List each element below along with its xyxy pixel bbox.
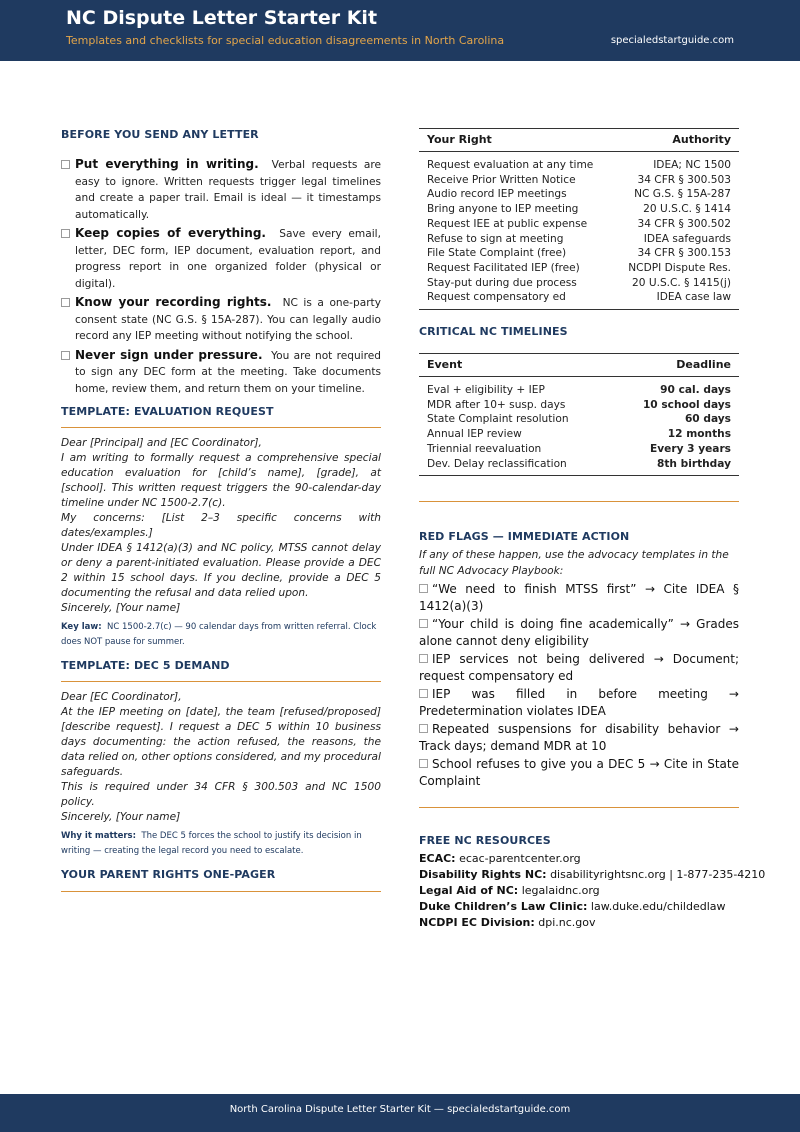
resource-item: Duke Children’s Law Clinic: law.duke.edu/childedlaw: [419, 900, 726, 914]
section-title-red-flags: RED FLAGS — IMMEDIATE ACTION: [419, 530, 630, 544]
table-cell-value: 34 CFR § 300.502: [637, 217, 731, 230]
checklist-item: Know your recording rights. NC is a one-party consent state (NC G.S. § 15A-287). You can legally audio record any IEP meeting without notifying the school.: [61, 294, 381, 345]
table-header: Event: [419, 354, 612, 377]
header-site-link[interactable]: specialedstartguide.com: [610, 35, 734, 46]
resource-item: NCDPI EC Division: dpi.nc.gov: [419, 916, 596, 930]
table-header: Your Right: [419, 129, 613, 152]
dec5-demand-letter: Dear [EC Coordinator], At the IEP meeting on [date], the team [refused/proposed] [describe request]. I request a DEC 5 within 10 business days documenting: the action refused, the reasons, the data relied on, other options considered, and my procedural safeguards. This is required under 34 CFR § 300.503 and NC 1500 policy. Sincerely, [Your name]: [61, 691, 381, 823]
checkbox-icon[interactable]: [419, 759, 428, 768]
resource-link[interactable]: legalaidnc.org: [521, 884, 600, 898]
right-column: [419, 128, 766, 931]
checklist-item: Never sign under pressure. You are not required to sign any DEC form at the meeting. Take documents home, review them, and return them on your timeline.: [61, 347, 381, 398]
checkbox-icon[interactable]: [419, 654, 428, 663]
section-title-timelines: CRITICAL NC TIMELINES: [419, 325, 568, 339]
resource-link[interactable]: law.duke.edu/childedlaw: [590, 900, 726, 914]
table-cell-label: Refuse to sign at meeting: [427, 232, 564, 245]
table-header: Authority: [613, 129, 739, 152]
section-title-eval-template: TEMPLATE: EVALUATION REQUEST: [61, 405, 274, 418]
rights-table-wrapper: [419, 128, 739, 310]
table-cell-label: File State Complaint (free): [427, 247, 567, 260]
checkbox-icon[interactable]: [61, 298, 70, 307]
table-row: [419, 412, 739, 427]
table-row: [419, 290, 739, 309]
table-cell-value: NC G.S. § 15A-287: [634, 188, 731, 201]
checkbox-icon[interactable]: [419, 724, 428, 733]
divider: [419, 501, 739, 502]
page-header: [0, 0, 800, 61]
table-cell-label: Triennial reevaluation: [427, 442, 542, 455]
table-row: [419, 173, 739, 188]
red-flags-intro: If any of these happen, use the advocacy templates in the full NC Advocacy Playbook:: [419, 549, 729, 578]
table-cell-label: Request IEE at public expense: [427, 217, 588, 230]
table-cell-value: 34 CFR § 300.503: [637, 173, 731, 186]
checkbox-icon[interactable]: [419, 584, 428, 593]
timelines-table-wrapper: [419, 353, 739, 476]
section-title-dec5-template: TEMPLATE: DEC 5 DEMAND: [61, 659, 230, 672]
red-flag-item: “We need to finish MTSS first” → Cite IDEA § 1412(a)(3): [419, 582, 739, 613]
table-row: [419, 246, 739, 261]
table-row: [419, 377, 739, 398]
resources-list: [419, 851, 766, 931]
table-cell-value: 8th birthday: [656, 457, 731, 470]
divider: [61, 427, 381, 428]
before-send-checklist: [61, 156, 381, 397]
table-cell-value: 34 CFR § 300.153: [637, 247, 731, 260]
red-flag-item: IEP services not being delivered → Document; request compensatory ed: [419, 652, 739, 683]
table-cell-label: Stay-put during due process: [427, 276, 577, 289]
table-cell-label: Eval + eligibility + IEP: [427, 384, 545, 397]
section-title-rights-onepager: YOUR PARENT RIGHTS ONE-PAGER: [61, 868, 276, 881]
table-cell-label: Annual IEP review: [427, 428, 522, 441]
table-cell-label: Audio record IEP meetings: [427, 188, 567, 201]
table-cell-value: 90 cal. days: [660, 384, 731, 397]
checklist-item: Keep copies of everything. Save every email, letter, DEC form, IEP document, evaluation report, and progress report in one organized folder (physical or digital).: [61, 225, 381, 292]
table-cell-value: IDEA; NC 1500: [653, 159, 731, 171]
rights-table: [419, 129, 739, 309]
table-cell-value: 12 months: [667, 428, 731, 441]
table-cell-label: Request evaluation at any time: [427, 159, 594, 171]
red-flag-item: School refuses to give you a DEC 5 → Cite in State Complaint: [419, 757, 739, 788]
table-cell-value: 20 U.S.C. § 1415(j): [631, 276, 731, 289]
checkbox-icon[interactable]: [61, 351, 70, 360]
page-title: NC Dispute Letter Starter Kit: [66, 7, 378, 29]
table-row: [419, 427, 739, 442]
resource-item: ECAC: ecac-parentcenter.org: [419, 852, 581, 866]
table-row: [419, 261, 739, 276]
section-title-resources: FREE NC RESOURCES: [419, 834, 551, 848]
table-cell-label: Bring anyone to IEP meeting: [427, 203, 579, 216]
table-row: [419, 232, 739, 247]
table-row: [419, 276, 739, 291]
red-flag-item: Repeated suspensions for disability behavior → Track days; demand MDR at 10: [419, 722, 739, 753]
checkbox-icon[interactable]: [419, 689, 428, 698]
checkbox-icon[interactable]: [61, 160, 70, 169]
red-flag-item: IEP was filled in before meeting → Predetermination violates IDEA: [419, 687, 739, 718]
resource-item: Legal Aid of NC: legalaidnc.org: [419, 884, 600, 898]
table-cell-label: Request compensatory ed: [427, 291, 566, 304]
table-cell-label: Dev. Delay reclassification: [427, 457, 567, 470]
table-cell-label: State Complaint resolution: [427, 413, 569, 426]
table-cell-value: 60 days: [684, 413, 731, 426]
table-row: [419, 457, 739, 476]
table-cell-value: Every 3 years: [650, 442, 731, 455]
eval-request-letter: Dear [Principal] and [EC Coordinator], I am writing to formally request a comprehensive special education evaluation for [child’s name], [grade], at [school]. This written request triggers the 90-calendar-day timeline under NC 1500-2.7(c). My concerns: [List 2–3 specific concerns with dates/examples.] Under IDEA § 1412(a)(3) and NC policy, MTSS cannot delay or deny a parent-initiated evaluation. Please provide a DEC 2 within 15 school days. If you decline, provide a DEC 5 documenting the refusal and data relied upon. Sincerely, [Your name]: [61, 437, 381, 614]
resource-link[interactable]: dpi.nc.gov: [538, 916, 596, 930]
table-cell-label: MDR after 10+ susp. days: [427, 398, 566, 411]
page-subtitle: Templates and checklists for special education disagreements in North Carolina: [66, 34, 505, 47]
resource-item: Disability Rights NC: disabilityrightsnc.org | 1-877-235-4210: [419, 868, 766, 882]
table-row: [419, 442, 739, 457]
table-row: [419, 217, 739, 232]
table-row: [419, 152, 739, 173]
section-title-before-send: BEFORE YOU SEND ANY LETTER: [61, 128, 259, 141]
divider: [419, 807, 739, 808]
divider: [61, 681, 381, 682]
dec5-why-note: Why it matters: The DEC 5 forces the school to justify its decision in writing — creating the legal record you need to escalate.: [61, 831, 362, 856]
table-cell-label: Request Facilitated IEP (free): [427, 261, 580, 274]
divider: [61, 891, 381, 892]
red-flag-item: “Your child is doing fine academically” → Grades alone cannot deny eligibility: [419, 617, 739, 648]
table-cell-value: NCDPI Dispute Res.: [628, 261, 731, 274]
resource-link[interactable]: ecac-parentcenter.org: [459, 852, 581, 866]
table-row: [419, 398, 739, 413]
timelines-table: [419, 354, 739, 475]
checkbox-icon[interactable]: [419, 619, 428, 628]
table-cell-label: Receive Prior Written Notice: [427, 173, 576, 186]
table-row: [419, 202, 739, 217]
page-footer: [0, 1094, 800, 1132]
footer-text: North Carolina Dispute Letter Starter Kit — specialedstartguide.com: [229, 1104, 571, 1115]
table-row: [419, 187, 739, 202]
table-cell-value: 10 school days: [642, 398, 731, 411]
red-flags-list: [419, 581, 739, 789]
checklist-item: Put everything in writing. Verbal requests are easy to ignore. Written requests trigger legal timelines and create a paper trail. Email is ideal — it timestamps automatically.: [61, 156, 381, 223]
table-cell-value: IDEA case law: [656, 291, 731, 304]
table-cell-value: 20 U.S.C. § 1414: [643, 203, 731, 216]
left-column: [61, 128, 381, 892]
resource-link[interactable]: disabilityrightsnc.org | 1-877-235-4210: [550, 868, 766, 882]
checkbox-icon[interactable]: [61, 229, 70, 238]
table-cell-value: IDEA safeguards: [643, 232, 731, 245]
table-header: Deadline: [612, 354, 739, 377]
eval-key-law-note: Key law: NC 1500-2.7(c) — 90 calendar days from written referral. Clock does NOT pause for summer.: [61, 622, 377, 647]
